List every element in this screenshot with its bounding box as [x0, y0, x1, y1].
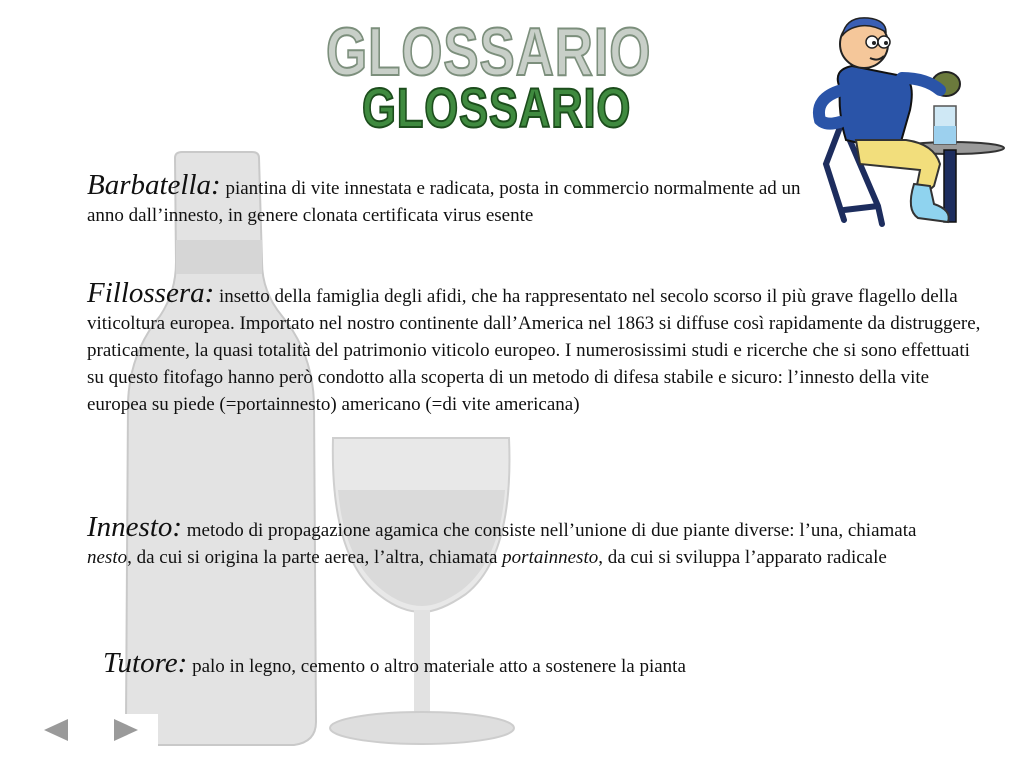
definition-fillossera: insetto della famiglia degli afidi, che ha rappresentato nel secolo scorso il più grave flagello della viticoltura europea. Importato nel nostro continente dall’America nel 1863 si diffuse così rapidamente da distruggere, praticamente, la quasi totalità del patrimonio viticolo europeo. I numerosissimi studi e ricerche che si sono effettuati su questo fitofago hanno però condotto alla scoperta di un metodo di difesa stabile e sicuro: l’innesto della vite europea su piede (=portainnesto) americano (=di vite americana) [87, 286, 981, 415]
definition-innesto-part: , da cui si origina la parte aerea, l’altra, chiamata [127, 547, 503, 568]
definition-barbatella: piantina di vite innestata e radicata, posta in commercio normalmente ad un anno dall’innesto, in genere clonata certificata virus esente [87, 178, 801, 226]
term-barbatella: Barbatella: [87, 169, 221, 201]
glossary-entry-innesto [87, 511, 947, 571]
man-at-table-clipart [806, 14, 1012, 228]
glossary-entry-tutore [103, 647, 863, 680]
next-slide-button[interactable] [86, 714, 158, 746]
glossary-entry-fillossera [87, 277, 987, 418]
term-innesto: Innesto: [87, 511, 183, 543]
definition-innesto-nesto: nesto [87, 547, 128, 568]
glossary-title: GLOSSARIO [362, 76, 632, 139]
definition-innesto-portainnesto: portainnesto [502, 547, 599, 568]
glossary-title-shadow: GLOSSARIO [326, 14, 652, 90]
wine-glass-icon [330, 438, 514, 744]
definition-innesto-part: metodo di propagazione agamica che consiste nell’unione di due piante diverse: l’una, chiamata [186, 520, 917, 541]
term-tutore: Tutore: [103, 647, 188, 679]
glossary-entry-barbatella [87, 169, 817, 229]
triangle-right-icon [86, 714, 158, 746]
definition-innesto-part: , da cui si sviluppa l’apparato radicale [598, 547, 887, 568]
term-fillossera: Fillossera: [87, 277, 215, 309]
previous-slide-button[interactable] [20, 714, 92, 746]
definition-tutore: palo in legno, cemento o altro materiale atto a sostenere la pianta [192, 656, 686, 677]
triangle-left-icon [20, 714, 92, 746]
